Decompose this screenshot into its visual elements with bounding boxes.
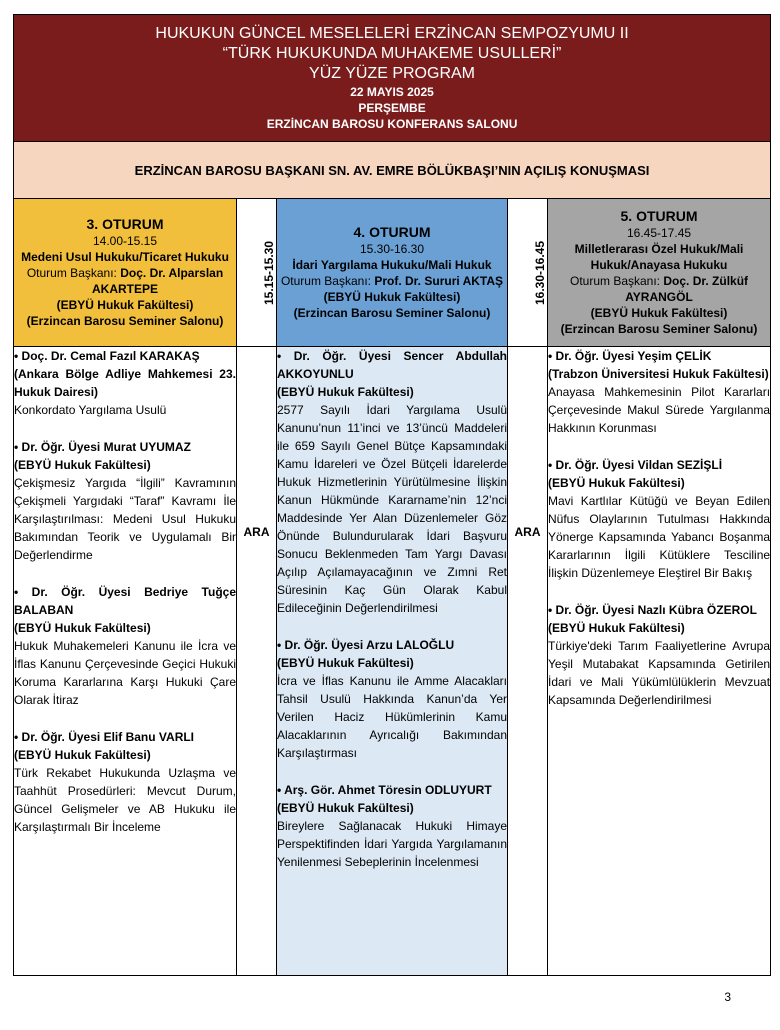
- program-header: [14, 15, 771, 142]
- speaker-affiliation: (EBYÜ Hukuk Fakültesi): [14, 621, 151, 635]
- page-number: 3: [724, 990, 731, 1004]
- speaker-entry: [277, 636, 507, 762]
- speaker-affiliation: (EBYÜ Hukuk Fakültesi): [548, 476, 685, 490]
- speaker-name: • Doç. Dr. Cemal Fazıl KARAKAŞ: [14, 349, 200, 363]
- program-type: YÜZ YÜZE PROGRAM: [309, 65, 475, 82]
- speaker-affiliation: (EBYÜ Hukuk Fakültesi): [277, 801, 414, 815]
- speaker-affiliation: (EBYÜ Hukuk Fakültesi): [548, 621, 685, 635]
- break-label: ARA: [514, 525, 541, 539]
- chair-affiliation: (EBYÜ Hukuk Fakültesi): [323, 290, 461, 304]
- session-room: (Erzincan Barosu Seminer Salonu): [26, 314, 224, 328]
- break-time: 16.30-16.45: [533, 240, 548, 305]
- speaker-topic: Türk Rekabet Hukukunda Uzlaşma ve Taahhüt Prosedürleri: Mevcut Durum, Güncel Gelişmeler ve AB Hukuku ile Karşılaştırmalı Bir İnceleme: [14, 766, 236, 834]
- speaker-affiliation: (EBYÜ Hukuk Fakültesi): [14, 748, 151, 762]
- break-2-body: [508, 347, 548, 976]
- speaker-name: • Dr. Öğr. Üyesi Bedriye Tuğçe BALABAN: [14, 585, 236, 617]
- break-1-body: [237, 347, 277, 976]
- speaker-affiliation: (Trabzon Üniversitesi Hukuk Fakültesi): [548, 367, 769, 381]
- speaker-affiliation: (Ankara Bölge Adliye Mahkemesi 23. Hukuk Dairesi): [14, 367, 236, 399]
- speaker-name: • Arş. Gör. Ahmet Töresin ODLUYURT: [277, 783, 492, 797]
- speaker-name: • Dr. Öğr. Üyesi Elif Banu VARLI: [14, 730, 195, 744]
- break-1-header: [237, 199, 277, 347]
- speaker-name: • Dr. Öğr. Üyesi Vildan SEZİŞLİ: [548, 458, 723, 472]
- speaker-entry: [277, 781, 507, 871]
- session-3-header: [14, 199, 237, 347]
- chair-name: Prof. Dr. Sururi AKTAŞ: [374, 274, 504, 288]
- session-field: İdari Yargılama Hukuku/Mali Hukuk: [292, 258, 492, 272]
- opening-speech: ERZİNCAN BAROSU BAŞKANI SN. AV. EMRE BÖLÜKBAŞI’NIN AÇILIŞ KONUŞMASI: [14, 142, 771, 199]
- speaker-entry: [14, 583, 236, 709]
- speaker-entry: [277, 347, 507, 617]
- session-field: Milletlerarası Özel Hukuk/Mali Hukuk/Anayasa Hukuku: [574, 242, 744, 272]
- session-room: (Erzincan Barosu Seminer Salonu): [560, 322, 758, 336]
- speaker-topic: 2577 Sayılı İdari Yargılama Usulü Kanunu’nun 11’inci ve 13’üncü Maddeleri ile 659 Sayılı Genel Bütçe Kapsamındaki Kamu İdareleri ve Özel Bütçeli İdarelerde Hukuk Hizmetlerinin Yürütülmesine İlişkin Kanun Hükmünde Kararname’nin 12’nci Maddesinde Yer Alan Düzenlemeler Göz Önünde Bulundurularak İdari Başvuru Sonucu Beklenmeden Tam Yargı Davası Açılıp Açılamayacağının ve Zımni Ret Süresinin Kaç Gün Olarak Kabul Edileceğinin Değerlendirilmesi: [277, 403, 507, 615]
- speaker-topic: Bireylere Sağlanacak Hukuki Himaye Perspektifinden İdari Yargıda Yargılamanın Yenilenmesi Sebeplerinin İncelenmesi: [277, 819, 507, 869]
- session-chair: [548, 273, 770, 305]
- session-3-speakers: [14, 347, 237, 976]
- speaker-name: • Dr. Öğr. Üyesi Nazlı Kübra ÖZEROL: [548, 603, 757, 617]
- speaker-entry: [14, 728, 236, 836]
- session-5-header: [548, 199, 771, 347]
- chair-name: Doç. Dr. Alparslan AKARTEPE: [91, 266, 224, 296]
- speaker-entry: [548, 601, 770, 709]
- session-time: 14.00-15.15: [92, 234, 158, 248]
- speaker-topic: Türkiye'deki Tarım Faaliyetlerine Avrupa Yeşil Mutabakat Kapsamında Getirilen İdari ve Mali Yükümlülüklerin Mevzuat Kapsamında Değerlendirilmesi: [548, 639, 771, 707]
- speaker-name: • Dr. Öğr. Üyesi Sencer Abdullah AKKOYUNLU: [277, 349, 507, 381]
- symposium-title: HUKUKUN GÜNCEL MESELELERİ ERZİNCAN SEMPOZYUMU II: [155, 25, 629, 42]
- session-chair: [14, 265, 236, 297]
- speaker-topic: Hukuk Muhakemeleri Kanunu ile İcra ve İflas Kanunu Çerçevesinde Geçici Hukuki Koruma Kararlarına Karşı Hukuki Çare Olarak İtiraz: [14, 639, 236, 707]
- session-title: 4. OTURUM: [353, 224, 431, 240]
- speaker-entry: [14, 347, 236, 419]
- symposium-theme: “TÜRK HUKUKUNDA MUHAKEME USULLERİ”: [222, 45, 562, 62]
- speaker-topic: Çekişmesiz Yargıda “İlgili” Kavramının Çekişmeli Yargıdaki “Taraf” Kavramı İle Karşılaştırılması: Medeni Usul Hukuku Bakımından Teorik ve Uygulamalı Bir Değerlendirme: [14, 476, 236, 562]
- speaker-topic: Konkordato Yargılama Usulü: [14, 403, 167, 417]
- session-title: 3. OTURUM: [86, 216, 164, 232]
- speaker-name: • Dr. Öğr. Üyesi Yeşim ÇELİK: [548, 349, 712, 363]
- chair-affiliation: (EBYÜ Hukuk Fakültesi): [56, 298, 194, 312]
- session-time: 16.45-17.45: [626, 226, 692, 240]
- session-title: 5. OTURUM: [620, 208, 698, 224]
- speaker-affiliation: (EBYÜ Hukuk Fakültesi): [277, 385, 414, 399]
- program-day: PERŞEMBE: [358, 101, 426, 115]
- session-4-header: [277, 199, 508, 347]
- session-5-speakers: [548, 347, 771, 976]
- chair-label: Oturum Başkanı:: [569, 274, 661, 288]
- speaker-topic: İcra ve İflas Kanunu ile Amme Alacakları Tahsil Usulü Hakkında Kanun’da Yer Verilen Haciz Hükümlerinin Kamu Alacaklarının Ayrıcalığı Bakımından Karşılaştırması: [277, 674, 507, 760]
- speaker-topic: Mavi Kartlılar Kütüğü ve Beyan Edilen Nüfus Olaylarının Tutulması Hakkında Yönerge Kapsamında Yabancı Boşanma Kararlarının İlgili Kütüklere Tesciline İlişkin Düzenlemeye Eleştirel Bir Bakış: [548, 494, 771, 580]
- chair-affiliation: (EBYÜ Hukuk Fakültesi): [590, 306, 728, 320]
- chair-label: Oturum Başkanı:: [26, 266, 117, 280]
- speaker-entry: [548, 347, 770, 437]
- session-room: (Erzincan Barosu Seminer Salonu): [293, 306, 491, 320]
- speaker-affiliation: (EBYÜ Hukuk Fakültesi): [14, 458, 151, 472]
- session-chair: [277, 273, 507, 289]
- speaker-affiliation: (EBYÜ Hukuk Fakültesi): [277, 656, 414, 670]
- speaker-name: • Dr. Öğr. Üyesi Murat UYUMAZ: [14, 440, 191, 454]
- break-label: ARA: [243, 525, 270, 539]
- program-venue: ERZİNCAN BAROSU KONFERANS SALONU: [266, 117, 518, 131]
- speaker-topic: Anayasa Mahkemesinin Pilot Kararları Çerçevesinde Makul Sürede Yargılanma Hakkının Korunması: [548, 385, 771, 435]
- speaker-entry: [548, 456, 770, 582]
- break-time: 15.15-15.30: [262, 240, 277, 305]
- chair-name: Doç. Dr. Zülküf AYRANGÖL: [625, 274, 749, 304]
- session-time: 15.30-16.30: [359, 242, 425, 256]
- program-table: [13, 14, 771, 976]
- session-4-speakers: [277, 347, 508, 976]
- speaker-name: • Dr. Öğr. Üyesi Arzu LALOĞLU: [277, 638, 455, 652]
- break-2-header: [508, 199, 548, 347]
- session-field: Medeni Usul Hukuku/Ticaret Hukuku: [21, 250, 229, 264]
- program-date: 22 MAYIS 2025: [350, 85, 434, 99]
- chair-label: Oturum Başkanı:: [280, 274, 371, 288]
- speaker-entry: [14, 438, 236, 564]
